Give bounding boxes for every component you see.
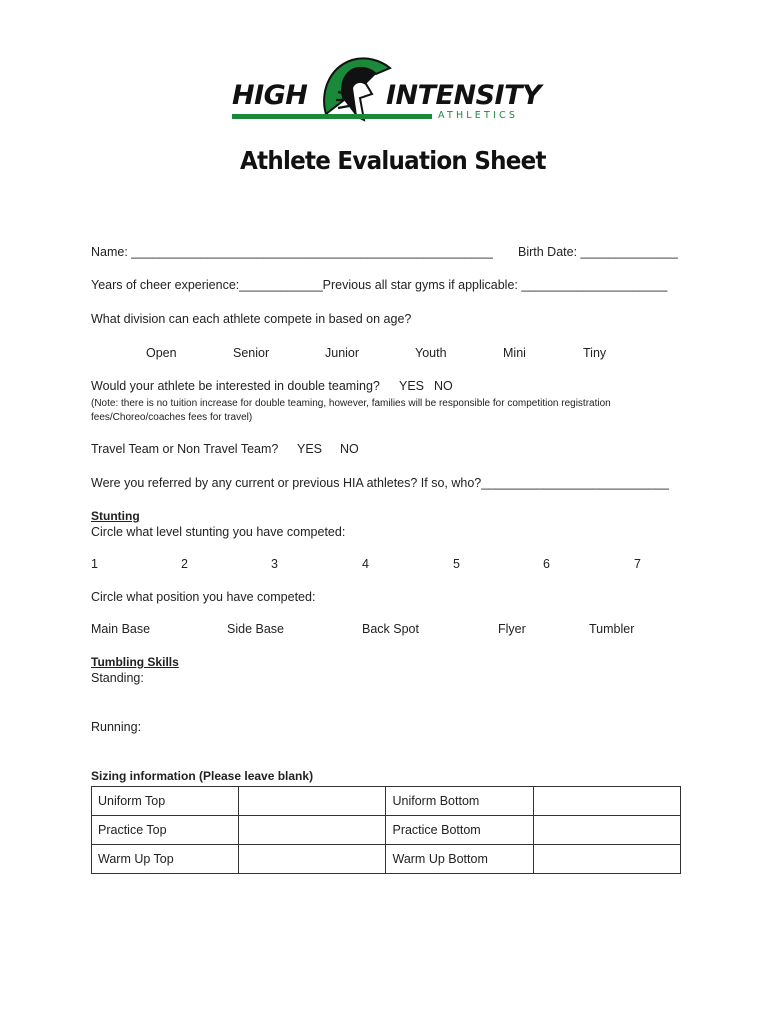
position-side-base: Side Base: [227, 622, 284, 636]
position-flyer: Flyer: [498, 622, 526, 636]
sizing-label: Practice Top: [92, 816, 239, 845]
double-team-no: NO: [434, 379, 453, 393]
division-option-youth: Youth: [415, 346, 447, 360]
division-option-open: Open: [146, 346, 177, 360]
sizing-blank-cell: [239, 845, 386, 874]
position-back-spot: Back Spot: [362, 622, 419, 636]
page-title: Athlete Evaluation Sheet: [240, 146, 546, 175]
sizing-label: Warm Up Bottom: [386, 845, 533, 874]
position-tumbler: Tumbler: [589, 622, 635, 636]
stunting-level-question: Circle what level stunting you have competed:: [91, 525, 346, 539]
sizing-label: Warm Up Top: [92, 845, 239, 874]
travel-team-question: Travel Team or Non Travel Team?: [91, 442, 279, 456]
logo-stripe: [232, 114, 432, 119]
tumbling-standing-label: Standing:: [91, 671, 144, 685]
stunt-level-3: 3: [271, 557, 278, 571]
table-row: [92, 816, 681, 845]
sizing-heading: Sizing information (Please leave blank): [91, 769, 314, 783]
table-row: [92, 845, 681, 874]
travel-team-yes: YES: [297, 442, 323, 456]
double-team-question: Would your athlete be interested in double teaming?: [91, 379, 380, 393]
birth-date-field-label: Birth Date: ______________: [518, 245, 678, 259]
sizing-blank-cell: [533, 845, 680, 874]
division-option-tiny: Tiny: [583, 346, 607, 360]
sizing-blank-cell: [239, 787, 386, 816]
division-option-mini: Mini: [503, 346, 526, 360]
tumbling-heading: Tumbling Skills: [91, 655, 179, 669]
travel-team-no: NO: [340, 442, 359, 456]
double-team-yes: YES: [399, 379, 425, 393]
experience-field-label: Years of cheer experience:____________Previous all star gyms if applicable: _____________________: [91, 278, 668, 292]
position-main-base: Main Base: [91, 622, 151, 636]
division-option-senior: Senior: [233, 346, 270, 360]
stunt-level-2: 2: [181, 557, 188, 571]
sizing-label: Practice Bottom: [386, 816, 533, 845]
sizing-blank-cell: [533, 787, 680, 816]
stunt-level-4: 4: [362, 557, 369, 571]
referral-question: Were you referred by any current or previous HIA athletes? If so, who?___________________________: [91, 476, 669, 490]
logo-intensity: INTENSITY: [386, 80, 542, 111]
sizing-label: Uniform Bottom: [386, 787, 533, 816]
stunt-level-1: 1: [91, 557, 98, 571]
table-row: [92, 787, 681, 816]
name-field-label: Name: ____________________________________________________: [91, 245, 493, 259]
stunt-level-5: 5: [453, 557, 460, 571]
sizing-label: Uniform Top: [92, 787, 239, 816]
position-question: Circle what position you have competed:: [91, 590, 316, 604]
sizing-blank-cell: [533, 816, 680, 845]
division-option-junior: Junior: [325, 346, 360, 360]
logo-high: HIGH: [232, 80, 308, 111]
stunting-heading: Stunting: [91, 509, 140, 523]
tumbling-running-label: Running:: [91, 720, 142, 734]
logo-athletics: ATHLETICS: [438, 110, 519, 121]
double-team-note: (Note: there is no tuition increase for double teaming, however, families will be responsible for competition registration fees/Choreo/coaches fees for travel): [91, 398, 611, 423]
stunt-level-6: 6: [543, 557, 550, 571]
stunt-level-7: 7: [634, 557, 641, 571]
division-question: What division can each athlete compete in based on age?: [91, 312, 412, 326]
sizing-table: [91, 786, 681, 874]
sizing-blank-cell: [239, 816, 386, 845]
